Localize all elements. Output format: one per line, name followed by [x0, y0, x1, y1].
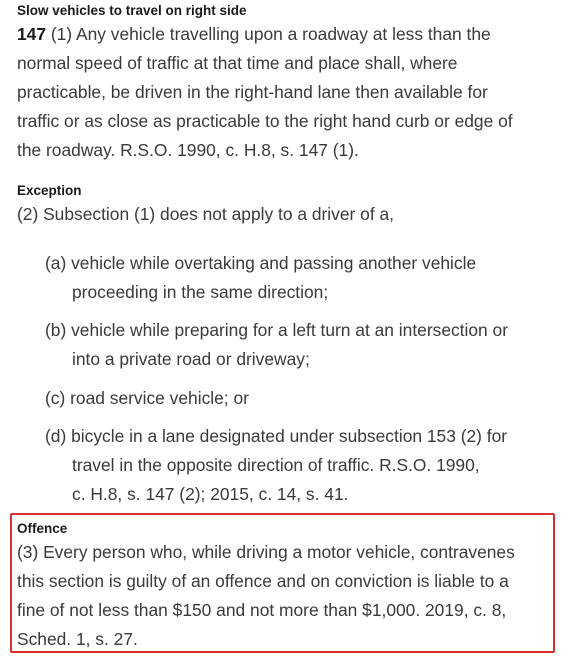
- paragraph-line: the roadway. R.S.O. 1990, c. H.8, s. 147 (1).: [17, 140, 359, 160]
- section-heading-exception: Exception: [17, 183, 82, 198]
- paragraph-line: (3) Every person who, while driving a motor vehicle, contravenes: [17, 542, 515, 562]
- paragraph-line: traffic or as close as practicable to the right hand curb or edge of: [17, 111, 513, 131]
- offence-subsection-3: [17, 538, 515, 654]
- section-number: 147: [17, 24, 47, 44]
- item-line: (a) vehicle while overtaking and passing another vehicle: [45, 253, 477, 273]
- paragraph-line: (2) Subsection (1) does not apply to a driver of a,: [17, 204, 394, 224]
- section-147-subsection-1: [17, 20, 513, 165]
- item-line: c. H.8, s. 147 (2); 2015, c. 14, s. 41.: [72, 484, 349, 504]
- paragraph-line: Sched. 1, s. 27.: [17, 629, 138, 649]
- item-line: (b) vehicle while preparing for a left turn at an intersection or: [45, 320, 509, 340]
- paragraph-line: [17, 20, 513, 49]
- exception-item-b: [45, 316, 508, 374]
- item-line: travel in the opposite direction of traffic. R.S.O. 1990,: [72, 455, 480, 475]
- item-line: (c) road service vehicle; or: [45, 388, 249, 408]
- exception-item-d: [45, 422, 507, 509]
- exception-item-c: [45, 384, 249, 413]
- exception-intro: [17, 200, 394, 229]
- paragraph-line: fine of not less than $150 and not more than $1,000. 2019, c. 8,: [17, 600, 507, 620]
- line-text: (1) Any vehicle travelling upon a roadway at less than the: [46, 24, 491, 44]
- paragraph-line: normal speed of traffic at that time and place shall, where: [17, 53, 458, 73]
- paragraph-line: this section is guilty of an offence and on conviction is liable to a: [17, 571, 509, 591]
- section-heading-slow-vehicles: Slow vehicles to travel on right side: [17, 3, 247, 18]
- exception-item-a: [45, 249, 476, 307]
- paragraph-line: practicable, be driven in the right-hand lane then available for: [17, 82, 488, 102]
- section-heading-offence: Offence: [17, 521, 68, 536]
- item-line: into a private road or driveway;: [72, 349, 310, 369]
- item-line: (d) bicycle in a lane designated under subsection 153 (2) for: [45, 426, 508, 446]
- item-line: proceeding in the same direction;: [72, 282, 329, 302]
